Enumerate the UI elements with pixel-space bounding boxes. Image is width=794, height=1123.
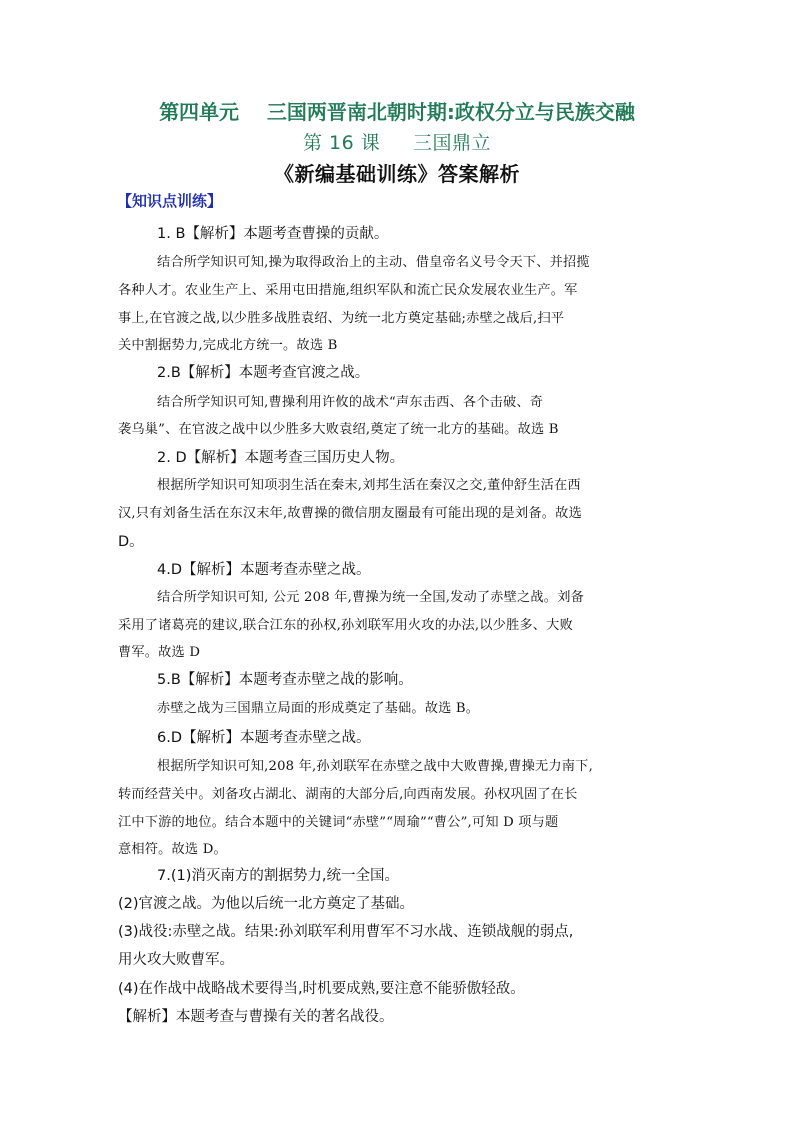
explanation-line: 结合所学知识可知,曹操利用许攸的战术“声东击西、各个击破、奇 [157,395,544,410]
explanation-line: 根据所学知识可知,208 年,孙刘联军在赤壁之战中大败曹操,曹操无力南下, [157,759,593,774]
explanation-line: 曹军。故选 D [118,645,201,660]
explanation-line: 事上,在官渡之战,以少胜多战胜袁绍、为统一北方奠定基础;赤壁之战后,扫平 [118,311,565,326]
document-title: 《新编基础训练》答案解析 [274,162,520,186]
explanation-line: 采用了诸葛亮的建议,联合江东的孙权,孙刘联军用火攻的办法,以少胜多、大败 [118,618,573,633]
explanation-line: 赤壁之战为三国鼎立局面的形成奠定了基础。故选 B。 [157,701,480,716]
explanation-line: D。 [118,534,144,550]
explanation-line: 根据所学知识可知项羽生活在秦末,刘邦生活在秦汉之交,董仲舒生活在西 [157,478,581,493]
explanation-line: 关中割据势力,完成北方统一。故选 B [118,338,338,353]
lesson-title: 第 16 课 三国鼎立 [303,132,491,154]
explanation-line: 各种人才。农业生产上、采用屯田措施,组织军队和流亡民众发展农业生产。军 [118,283,578,298]
answer-line: 用火攻大败曹军。 [118,952,234,968]
answer-line: (4)在作战中战略战术要得当,时机要成熟,要注意不能骄傲轻敌。 [118,981,525,997]
question-3-header: 2. D【解析】本题考查三国历史人物。 [157,450,405,466]
explanation-line: 江中下游的地位。结合本题中的关键词“赤壁”“周瑜”“曹公”,可知 D 项与题 [118,815,559,830]
unit-title: 第四单元 三国两晋南北朝时期:政权分立与民族交融 [159,100,635,124]
question-6-header: 6.D【解析】本题考查赤壁之战。 [157,730,371,746]
explanation-line: 结合所学知识可知, 公元 208 年,曹操为统一全国,发动了赤壁之战。刘备 [157,590,584,605]
question-5-header: 5.B【解析】本题考查赤壁之战的影响。 [157,672,413,688]
section-heading: 【知识点训练】 [117,192,223,210]
explanation-line: 袭乌巢”、在官波之战中以少胜多大败袁绍,奠定了统一北方的基础。故选 B [118,422,559,437]
explanation-line: 意相符。故选 D。 [118,842,227,857]
question-1-header: 1. B【解析】本题考查曹操的贡献。 [157,226,389,242]
question-4-header: 4.D【解析】本题考查赤壁之战。 [157,562,371,578]
answer-line: 7.(1)消灭南方的割据势力,统一全国。 [157,868,399,884]
question-2-header: 2.B【解析】本题考查官渡之战。 [157,365,370,381]
explanation-line: 结合所学知识可知,操为取得政治上的主动、借皇帝名义号令天下、并招揽 [157,255,590,270]
answer-line: (2)官渡之战。为他以后统一北方奠定了基础。 [118,896,415,912]
explanation-line: 转而经营关中。刘备攻占湖北、湖南的大部分后,向西南发展。孙权巩固了在长 [118,787,578,802]
answer-line: (3)战役:赤壁之战。结果:孙刘联军利用曹军不习水战、连锁战舰的弱点, [118,924,574,940]
explanation-line: 汉,只有刘备生活在东汉末年,故曹操的微信朋友圈最有可能出现的是刘备。故选 [118,506,582,521]
analysis-line: 【解析】本题考查与曹操有关的著名战役。 [118,1009,394,1025]
